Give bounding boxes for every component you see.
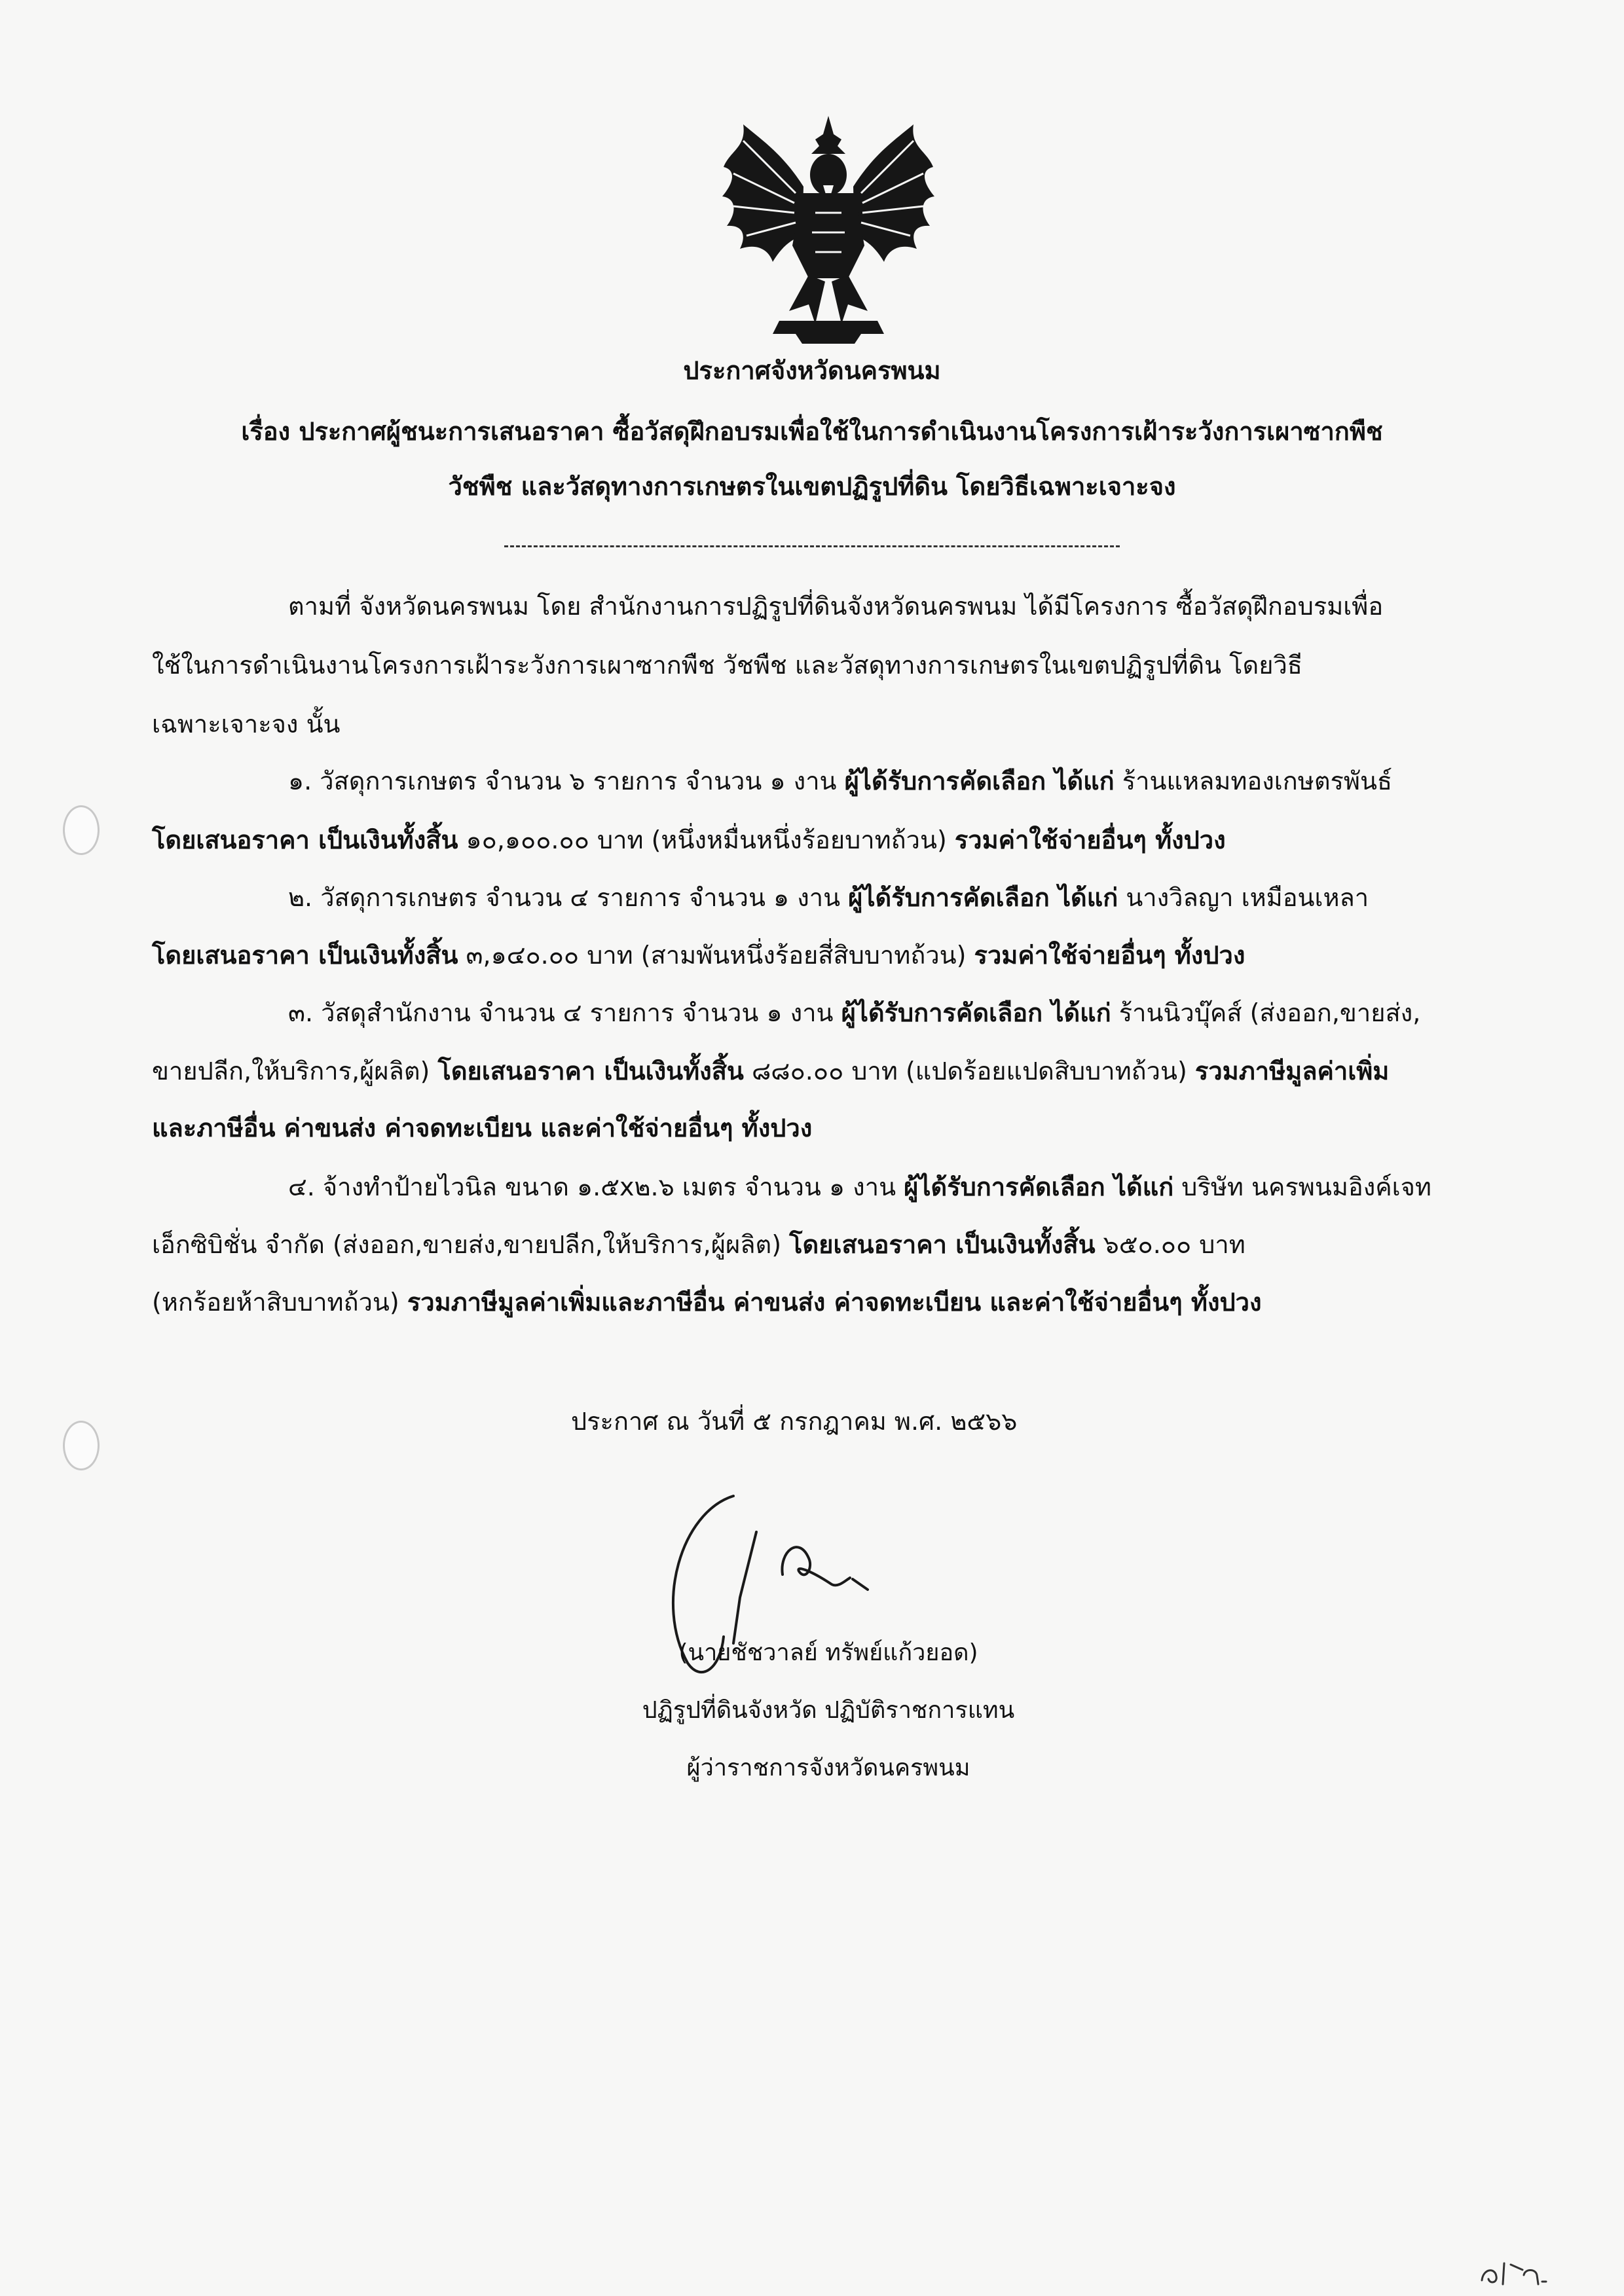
item-2-description: ๒. วัสดุการเกษตร จำนวน ๔ รายการ จำนวน ๑ งาน	[288, 883, 849, 912]
intro-line-1: ตามที่ จังหวัดนครพนม โดย สำนักงานการปฏิรูปที่ดินจังหวัดนครพนม ได้มีโครงการ ซื้อวัสดุฝึกอบรมเพื่อ	[288, 592, 1384, 621]
subject-line-1: เรื่อง ประกาศผู้ชนะการเสนอราคา ซื้อวัสดุฝึกอบรมเพื่อใช้ในการดำเนินงานโครงการเฝ้าระวังการเผาซากพืช	[241, 417, 1383, 446]
item-2-selected-label: ผู้ได้รับการคัดเลือก ได้แก่	[848, 883, 1118, 912]
item-1-vendor: ร้านแหลมทองเกษตรพันธ์	[1114, 767, 1393, 795]
signatory-position: ปฏิรูปที่ดินจังหวัด ปฏิบัติราชการแทน	[642, 1697, 1015, 1724]
garuda-emblem-icon	[717, 115, 940, 344]
item-2-line-1	[288, 877, 1369, 917]
item-4-selected-label: ผู้ได้รับการคัดเลือก ได้แก่	[904, 1173, 1174, 1201]
item-4-line-1	[288, 1167, 1431, 1207]
header-divider	[504, 545, 1120, 547]
item-2-price-note: รวมค่าใช้จ่ายอื่นๆ ทั้งปวง	[974, 941, 1246, 970]
item-2-vendor: นางวิลญา เหมือนเหลา	[1118, 883, 1369, 912]
intro-line-2: ใช้ในการดำเนินงานโครงการเฝ้าระวังการเผาซากพืช วัชพืช และวัสดุทางการเกษตรในเขตปฏิรูปที่ดิน โดยวิธี	[152, 651, 1302, 680]
item-4-vendor-cont: เอ็กซิบิชั่น จำกัด (ส่งออก,ขายส่ง,ขายปลีก,ให้บริการ,ผู้ผลิต)	[152, 1230, 790, 1259]
item-3-line-2	[152, 1051, 1389, 1091]
item-2-line-2	[152, 935, 1245, 975]
item-4-description: ๔. จ้างทำป้ายไวนิล ขนาด ๑.๕x๒.๖ เมตร จำนวน ๑ งาน	[288, 1173, 904, 1201]
handwritten-corner-mark	[1477, 2255, 1555, 2288]
item-1-line-1	[288, 761, 1392, 801]
item-1-price: ๑๐,๑๐๐.๐๐ บาท (หนึ่งหมื่นหนึ่งร้อยบาทถ้วน)	[458, 826, 955, 854]
subject-line-2: วัชพืช และวัสดุทางการเกษตรในเขตปฏิรูปที่ดิน โดยวิธีเฉพาะเจาะจง	[448, 472, 1176, 501]
item-4-price: ๖๕๐.๐๐ บาท	[1095, 1230, 1246, 1259]
item-1-description: ๑. วัสดุการเกษตร จำนวน ๖ รายการ จำนวน ๑ งาน	[288, 767, 845, 795]
item-2-price: ๓,๑๔๐.๐๐ บาท (สามพันหนึ่งร้อยสี่สิบบาทถ้วน)	[458, 941, 974, 970]
item-3-description: ๓. วัสดุสำนักงาน จำนวน ๔ รายการ จำนวน ๑ งาน	[288, 998, 841, 1027]
item-3-vendor: ร้านนิวบุ๊คส์ (ส่งออก,ขายส่ง,	[1111, 998, 1421, 1027]
signatory-governor: ผู้ว่าราชการจังหวัดนครพนม	[686, 1755, 970, 1781]
item-3-price: ๘๘๐.๐๐ บาท (แปดร้อยแปดสิบบาทถ้วน)	[743, 1057, 1195, 1085]
punch-hole-bottom	[63, 1421, 100, 1470]
item-1-selected-label: ผู้ได้รับการคัดเลือก ได้แก่	[844, 767, 1115, 795]
item-3-price-label: โดยเสนอราคา เป็นเงินทั้งสิ้น	[437, 1057, 744, 1085]
item-3-line-1	[288, 993, 1420, 1032]
document-title: ประกาศจังหวัดนครพนม	[683, 356, 941, 385]
item-1-price-label: โดยเสนอราคา เป็นเงินทั้งสิ้น	[152, 826, 458, 854]
intro-line-3: เฉพาะเจาะจง นั้น	[152, 710, 341, 738]
item-1-line-2	[152, 820, 1226, 860]
item-4-vendor: บริษัท นครพนมอิงค์เจท	[1173, 1173, 1431, 1201]
item-3-line-3: และภาษีอื่น ค่าขนส่ง ค่าจดทะเบียน และค่าใช้จ่ายอื่นๆ ทั้งปวง	[152, 1114, 813, 1142]
item-2-price-label: โดยเสนอราคา เป็นเงินทั้งสิ้น	[152, 941, 458, 970]
announcement-date: ประกาศ ณ วันที่ ๕ กรกฎาคม พ.ศ. ๒๕๖๖	[571, 1407, 1018, 1436]
item-3-vendor-cont: ขายปลีก,ให้บริการ,ผู้ผลิต)	[152, 1057, 438, 1085]
item-4-tax-note: รวมภาษีมูลค่าเพิ่มและภาษีอื่น ค่าขนส่ง ค่าจดทะเบียน และค่าใช้จ่ายอื่นๆ ทั้งปวง	[407, 1288, 1262, 1317]
item-3-selected-label: ผู้ได้รับการคัดเลือก ได้แก่	[841, 998, 1111, 1027]
item-4-line-2	[152, 1224, 1246, 1264]
item-4-price-label: โดยเสนอราคา เป็นเงินทั้งสิ้น	[789, 1230, 1096, 1259]
item-1-price-note: รวมค่าใช้จ่ายอื่นๆ ทั้งปวง	[954, 826, 1226, 854]
punch-hole-top	[63, 805, 100, 855]
signatory-name: (นายชัชวาลย์ ทรัพย์แก้วยอด)	[678, 1639, 978, 1666]
item-3-tax-note: รวมภาษีมูลค่าเพิ่ม	[1194, 1057, 1390, 1085]
item-4-price-words: (หกร้อยห้าสิบบาทถ้วน)	[152, 1288, 407, 1317]
item-4-line-3	[152, 1282, 1262, 1322]
